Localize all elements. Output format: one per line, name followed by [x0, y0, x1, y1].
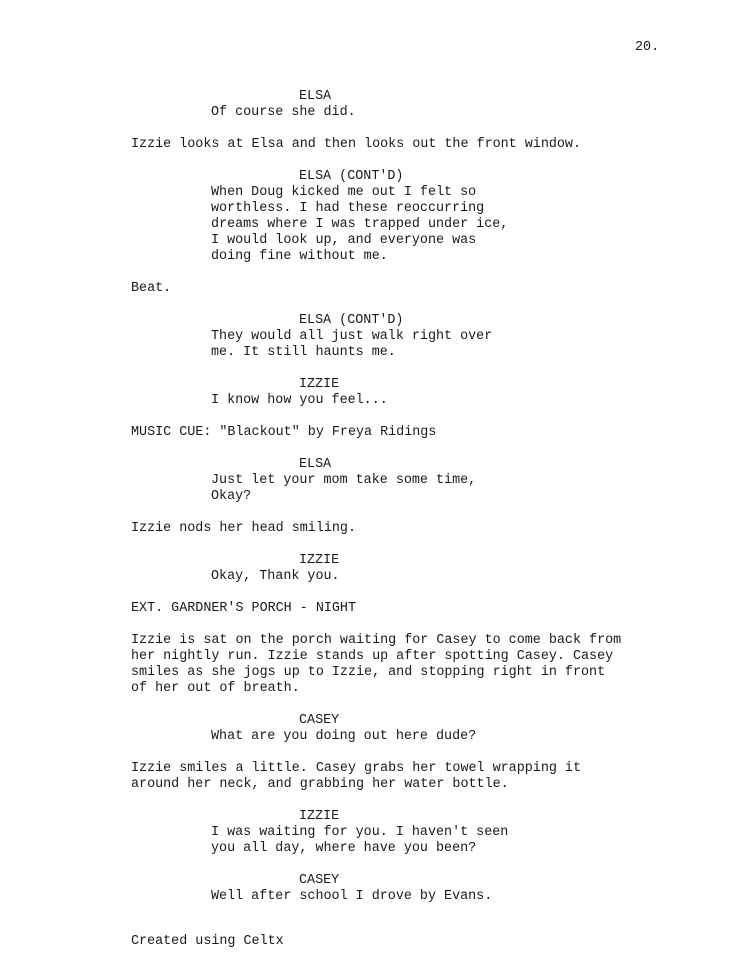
action-line: Izzie smiles a little. Casey grabs her towel wrapping it	[131, 761, 581, 776]
footer-credit: Created using Celtx	[131, 934, 284, 949]
character-name: ELSA	[299, 89, 332, 104]
character-name: CASEY	[299, 873, 340, 888]
character-name: ELSA (CONT'D)	[299, 169, 404, 184]
dialogue-line: doing fine without me.	[211, 249, 388, 264]
action-line: Izzie is sat on the porch waiting for Casey to come back from	[131, 633, 622, 648]
character-name: IZZIE	[299, 377, 340, 392]
character-name: IZZIE	[299, 809, 340, 824]
dialogue-line: They would all just walk right over	[211, 329, 493, 344]
dialogue-line: When Doug kicked me out I felt so	[211, 185, 477, 200]
dialogue-line: What are you doing out here dude?	[211, 729, 477, 744]
dialogue-line: I was waiting for you. I haven't seen	[211, 825, 509, 840]
action-line: EXT. GARDNER'S PORCH - NIGHT	[131, 601, 356, 616]
character-name: ELSA (CONT'D)	[299, 313, 404, 328]
action-line: Izzie nods her head smiling.	[131, 521, 356, 536]
page-number: 20.	[635, 40, 660, 55]
dialogue-line: Okay?	[211, 489, 252, 504]
dialogue-line: Of course she did.	[211, 105, 356, 120]
character-name: CASEY	[299, 713, 340, 728]
dialogue-line: I would look up, and everyone was	[211, 233, 477, 248]
action-line: her nightly run. Izzie stands up after spotting Casey. Casey	[131, 649, 614, 664]
dialogue-line: you all day, where have you been?	[211, 841, 477, 856]
action-line: around her neck, and grabbing her water bottle.	[131, 777, 509, 792]
dialogue-line: Just let your mom take some time,	[211, 473, 477, 488]
action-line: Beat.	[131, 281, 172, 296]
dialogue-line: me. It still haunts me.	[211, 345, 396, 360]
action-line: MUSIC CUE: "Blackout" by Freya Ridings	[131, 425, 437, 440]
action-line: of her out of breath.	[131, 681, 300, 696]
action-line: smiles as she jogs up to Izzie, and stopping right in front	[131, 665, 606, 680]
character-name: IZZIE	[299, 553, 340, 568]
dialogue-line: Well after school I drove by Evans.	[211, 889, 493, 904]
dialogue-line: I know how you feel...	[211, 393, 388, 408]
action-line: Izzie looks at Elsa and then looks out the front window.	[131, 137, 581, 152]
dialogue-line: dreams where I was trapped under ice,	[211, 217, 509, 232]
dialogue-line: worthless. I had these reoccurring	[211, 201, 485, 216]
character-name: ELSA	[299, 457, 332, 472]
dialogue-line: Okay, Thank you.	[211, 569, 340, 584]
